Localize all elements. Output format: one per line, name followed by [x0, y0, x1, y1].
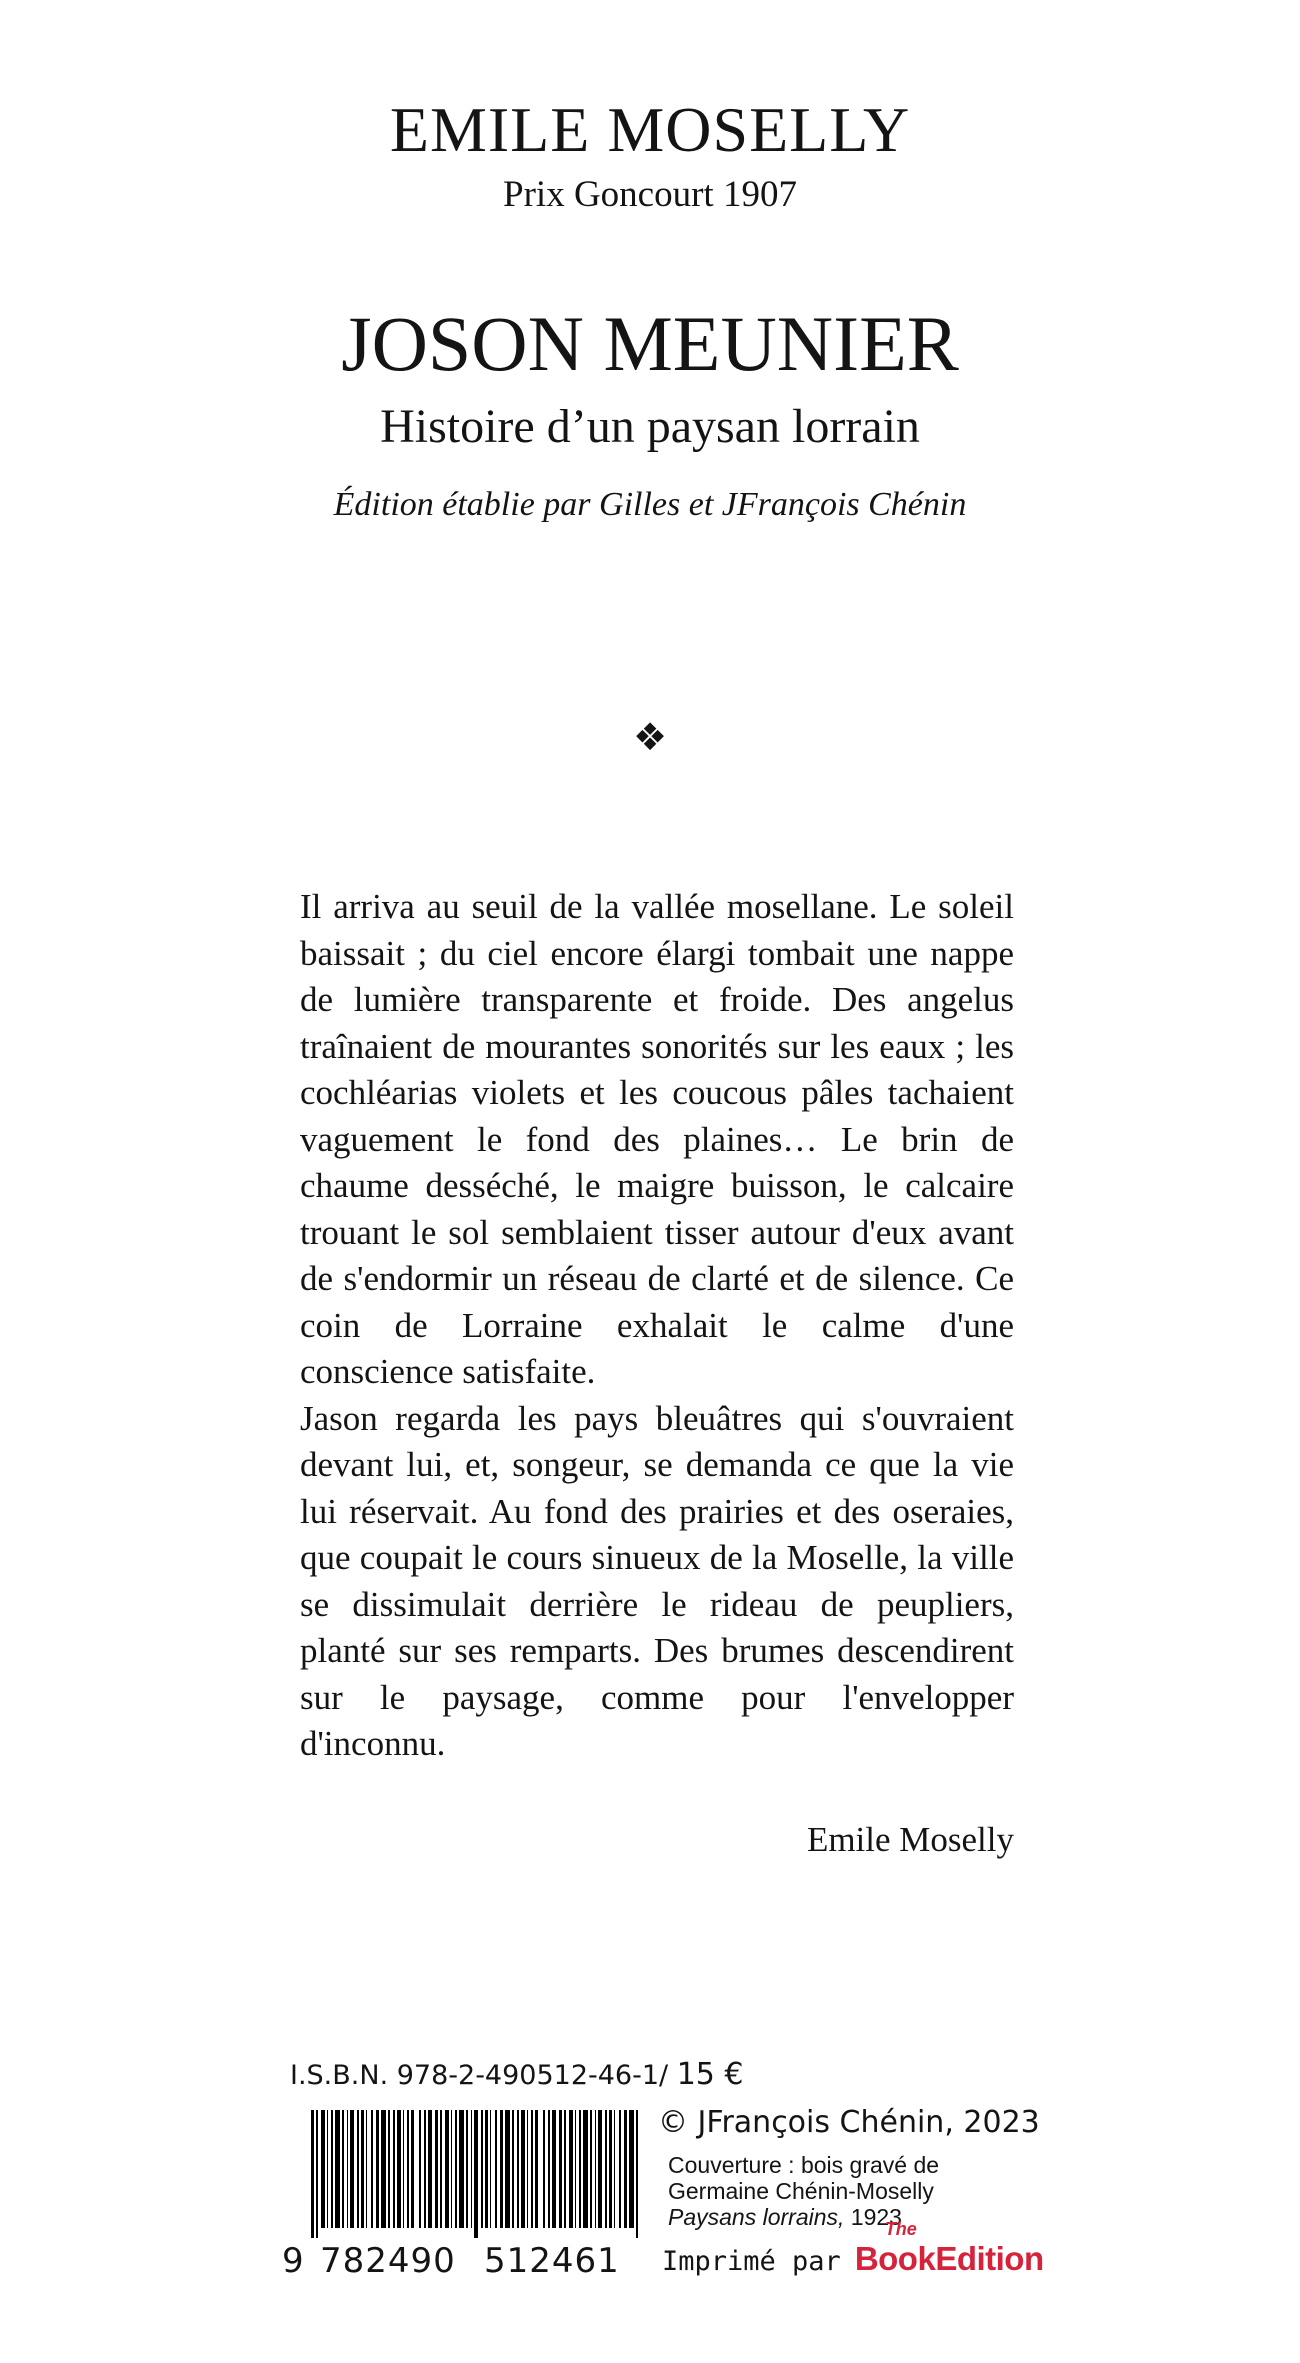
excerpt-text	[300, 884, 1014, 1768]
book-subtitle: Histoire d’un paysan lorrain	[380, 400, 920, 453]
author-name: EMILE MOSELLY	[389, 94, 911, 165]
book-title: JOSON MEUNIER	[341, 300, 959, 387]
printer-line	[662, 2219, 1044, 2277]
cover-credit-line: Germaine Chénin-Moselly	[668, 2178, 934, 2204]
printed-by-label: Imprimé par	[662, 2246, 841, 2277]
excerpt-paragraph: Il arriva au seuil de la vallée mosellane. Le soleil baissait ; du ciel encore élargi tombait une nappe de lumière transparente et froide. Des angelus traînaient de mourantes sonorités sur les eaux ; les cochléarias violets et les coucous pâles tachaient vaguement le fond des plaines… Le brin de chaume desséché, le maigre buisson, le calcaire trouant le sol semblaient tisser autour d'eux avant de s'endormir un réseau de clarté et de silence. Ce coin de Lorraine exhalait le calme d'une conscience satisfaite.	[300, 887, 1014, 1391]
cover-credit-line: Couverture : bois gravé de	[668, 2152, 940, 2178]
bookedition-logo	[854, 2219, 1044, 2277]
logo-brand: BookEdition	[854, 2240, 1044, 2277]
ornament-icon: ❖	[632, 715, 668, 759]
edition-credit: Édition établie par Gilles et JFrançois Chénin	[333, 486, 967, 523]
barcode-icon	[311, 2110, 641, 2238]
copyright-line: © JFrançois Chénin, 2023	[658, 2105, 1040, 2140]
logo-the: The	[884, 2219, 917, 2239]
excerpt-signature: Emile Moselly	[806, 1820, 1014, 1859]
cover-year: 1923	[844, 2204, 902, 2230]
barcode-digit-left: 782490	[320, 2241, 456, 2281]
prize-line: Prix Goncourt 1907	[503, 174, 797, 215]
price: 15 €	[676, 2057, 744, 2092]
isbn-label: I.S.B.N. 978-2-490512-46-1/	[290, 2060, 669, 2091]
cover-work-title: Paysans lorrains,	[668, 2204, 845, 2230]
barcode-digits	[282, 2241, 642, 2281]
isbn-line	[290, 2057, 744, 2092]
barcode-digit-right: 512461	[484, 2241, 620, 2281]
excerpt-paragraph: Jason regarda les pays bleuâtres qui s'ouvraient devant lui, et, songeur, se demanda ce que la vie lui réservait. Au fond des prairies et des oseraies, que coupait le cours sinueux de la Moselle, la ville se dissimulait derrière le rideau de peupliers, planté sur ses remparts. Des brumes descendirent sur le paysage, comme pour l'envelopper d'inconnu.	[300, 1398, 1014, 1763]
barcode-digit-lead: 9	[282, 2241, 304, 2281]
